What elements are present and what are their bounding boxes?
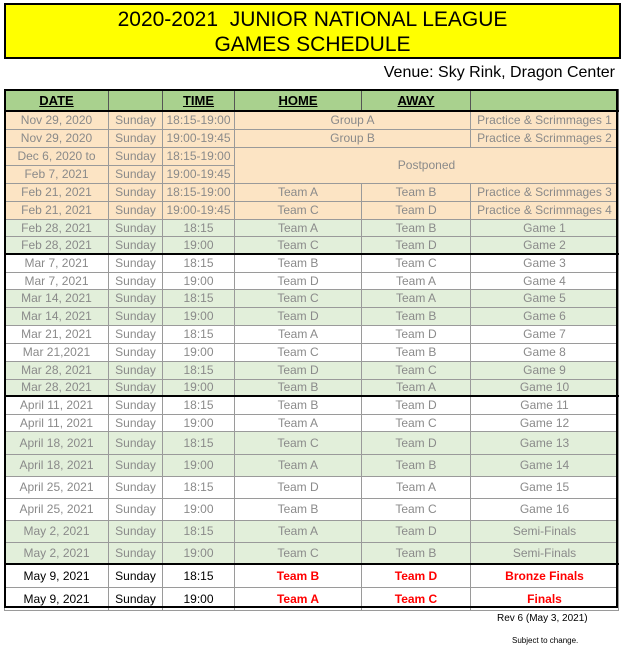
cell-day: Sunday (109, 476, 163, 498)
cell-date: April 25, 2021 (5, 476, 109, 498)
cell-date: Feb 21, 2021 (5, 183, 109, 201)
table-row (5, 254, 619, 272)
cell-home: Team B (235, 396, 362, 414)
title-line-2: GAMES SCHEDULE (214, 33, 411, 56)
cell-home: Team D (235, 307, 362, 325)
cell-game: Game 3 (471, 254, 619, 272)
cell-home: Team C (235, 289, 362, 307)
cell-game: Game 14 (471, 454, 619, 476)
table-row (5, 147, 619, 165)
cell-time: 19:00-19:45 (163, 129, 235, 147)
cell-time: 18:15 (163, 254, 235, 272)
cell-game: Practice & Scrimmages 4 (471, 201, 619, 219)
cell-time: 19:00 (163, 414, 235, 431)
cell-date: April 11, 2021 (5, 396, 109, 414)
cell-time: 19:00 (163, 307, 235, 325)
cell-time: 19:00 (163, 498, 235, 520)
cell-game: Finals (471, 587, 619, 610)
table-row (5, 307, 619, 325)
cell-date: Nov 29, 2020 (5, 129, 109, 147)
cell-away: Team B (362, 183, 471, 201)
header-time: TIME (163, 90, 235, 112)
cell-away: Team B (362, 542, 471, 564)
cell-date: April 18, 2021 (5, 454, 109, 476)
table-row (5, 454, 619, 476)
cell-away: Team D (362, 431, 471, 454)
cell-day: Sunday (109, 361, 163, 379)
cell-home: Team B (235, 498, 362, 520)
cell-away: Team C (362, 254, 471, 272)
cell-date: Mar 28, 2021 (5, 379, 109, 396)
cell-day: Sunday (109, 219, 163, 236)
cell-home: Team D (235, 272, 362, 289)
cell-date: Mar 21, 2021 (5, 325, 109, 343)
cell-day: Sunday (109, 520, 163, 542)
cell-game: Game 9 (471, 361, 619, 379)
cell-home: Team D (235, 476, 362, 498)
cell-home: Team A (235, 587, 362, 610)
table-row (5, 129, 619, 147)
cell-away: Team B (362, 219, 471, 236)
cell-home: Team A (235, 325, 362, 343)
cell-away: Team C (362, 498, 471, 520)
cell-group: Group A (235, 111, 471, 129)
cell-time: 18:15 (163, 564, 235, 587)
table-row (5, 476, 619, 498)
cell-away: Team A (362, 476, 471, 498)
cell-day: Sunday (109, 431, 163, 454)
cell-away: Team B (362, 454, 471, 476)
cell-date: April 11, 2021 (5, 414, 109, 431)
cell-time: 18:15 (163, 476, 235, 498)
cell-day: Sunday (109, 307, 163, 325)
cell-home: Team C (235, 431, 362, 454)
cell-time: 19:00 (163, 379, 235, 396)
cell-day: Sunday (109, 564, 163, 587)
cell-day: Sunday (109, 201, 163, 219)
header-day (109, 90, 163, 112)
cell-day: Sunday (109, 183, 163, 201)
schedule-table (4, 89, 619, 611)
cell-day: Sunday (109, 272, 163, 289)
cell-home: Team C (235, 201, 362, 219)
cell-time: 18:15-19:00 (163, 147, 235, 165)
cell-time: 19:00 (163, 587, 235, 610)
cell-time: 19:00 (163, 542, 235, 564)
cell-home: Team A (235, 183, 362, 201)
cell-group: Group B (235, 129, 471, 147)
cell-day: Sunday (109, 236, 163, 254)
cell-day: Sunday (109, 289, 163, 307)
cell-date: Nov 29, 2020 (5, 111, 109, 129)
cell-home: Team B (235, 564, 362, 587)
cell-day: Sunday (109, 542, 163, 564)
cell-game: Game 11 (471, 396, 619, 414)
cell-time: 18:15-19:00 (163, 183, 235, 201)
cell-time: 18:15 (163, 361, 235, 379)
cell-home: Team D (235, 361, 362, 379)
cell-away: Team D (362, 564, 471, 587)
cell-home: Team C (235, 542, 362, 564)
cell-away: Team D (362, 201, 471, 219)
schedule-title (4, 3, 621, 59)
table-row (5, 431, 619, 454)
cell-home: Team A (235, 520, 362, 542)
cell-game: Practice & Scrimmages 1 (471, 111, 619, 129)
cell-game: Practice & Scrimmages 3 (471, 183, 619, 201)
cell-game: Semi-Finals (471, 520, 619, 542)
cell-home: Team C (235, 343, 362, 361)
cell-time: 18:15-19:00 (163, 111, 235, 129)
cell-day: Sunday (109, 254, 163, 272)
cell-day: Sunday (109, 454, 163, 476)
cell-away: Team A (362, 379, 471, 396)
table-row (5, 587, 619, 610)
cell-day: Sunday (109, 587, 163, 610)
cell-game: Game 2 (471, 236, 619, 254)
cell-away: Team C (362, 361, 471, 379)
cell-day: Sunday (109, 129, 163, 147)
cell-date: Mar 28, 2021 (5, 361, 109, 379)
cell-away: Team B (362, 343, 471, 361)
cell-time: 19:00 (163, 454, 235, 476)
cell-date: Feb 28, 2021 (5, 219, 109, 236)
table-row (5, 414, 619, 431)
cell-day: Sunday (109, 111, 163, 129)
cell-date: Mar 21,2021 (5, 343, 109, 361)
cell-away: Team B (362, 307, 471, 325)
cell-game: Game 12 (471, 414, 619, 431)
cell-home: Team B (235, 254, 362, 272)
table-row (5, 272, 619, 289)
cell-time: 19:00-19:45 (163, 201, 235, 219)
table-row (5, 183, 619, 201)
cell-home: Team A (235, 414, 362, 431)
cell-date: May 2, 2021 (5, 520, 109, 542)
cell-away: Team D (362, 520, 471, 542)
cell-time: 18:15 (163, 289, 235, 307)
cell-game: Game 16 (471, 498, 619, 520)
cell-game: Game 8 (471, 343, 619, 361)
cell-game: Game 7 (471, 325, 619, 343)
cell-day: Sunday (109, 147, 163, 165)
cell-date: Mar 14, 2021 (5, 289, 109, 307)
cell-date: Feb 7, 2021 (5, 165, 109, 183)
header-home: HOME (235, 90, 362, 112)
cell-date: Mar 7, 2021 (5, 272, 109, 289)
cell-home: Team A (235, 219, 362, 236)
cell-date: May 9, 2021 (5, 587, 109, 610)
title-line-1: 2020-2021 JUNIOR NATIONAL LEAGUE (117, 8, 508, 31)
cell-home: Team C (235, 236, 362, 254)
table-row (5, 289, 619, 307)
cell-game: Game 4 (471, 272, 619, 289)
table-row (5, 219, 619, 236)
cell-game: Game 13 (471, 431, 619, 454)
cell-game: Game 15 (471, 476, 619, 498)
cell-day: Sunday (109, 498, 163, 520)
table-row (5, 236, 619, 254)
cell-away: Team C (362, 414, 471, 431)
cell-game: Game 1 (471, 219, 619, 236)
header-game (471, 90, 619, 112)
cell-day: Sunday (109, 379, 163, 396)
cell-time: 18:15 (163, 520, 235, 542)
cell-day: Sunday (109, 343, 163, 361)
cell-time: 19:00 (163, 343, 235, 361)
cell-day: Sunday (109, 325, 163, 343)
revision-label: Rev 6 (May 3, 2021) (497, 613, 588, 624)
cell-time: 18:15 (163, 219, 235, 236)
table-row (5, 498, 619, 520)
table-row (5, 343, 619, 361)
cell-time: 18:15 (163, 325, 235, 343)
venue-label: Venue: Sky Rink, Dragon Center (383, 64, 615, 81)
cell-day: Sunday (109, 414, 163, 431)
cell-date: Feb 28, 2021 (5, 236, 109, 254)
cell-day: Sunday (109, 396, 163, 414)
cell-day: Sunday (109, 165, 163, 183)
cell-home: Team A (235, 454, 362, 476)
table-row (5, 325, 619, 343)
header-date: DATE (5, 90, 109, 112)
cell-date: May 2, 2021 (5, 542, 109, 564)
table-row (5, 201, 619, 219)
cell-away: Team D (362, 325, 471, 343)
table-row (5, 542, 619, 564)
cell-game: Game 10 (471, 379, 619, 396)
cell-away: Team C (362, 587, 471, 610)
cell-game: Bronze Finals (471, 564, 619, 587)
cell-date: April 25, 2021 (5, 498, 109, 520)
cell-away: Team A (362, 272, 471, 289)
table-row (5, 111, 619, 129)
cell-date: Mar 7, 2021 (5, 254, 109, 272)
cell-date: Mar 14, 2021 (5, 307, 109, 325)
cell-time: 19:00 (163, 236, 235, 254)
cell-home: Team B (235, 379, 362, 396)
cell-date: April 18, 2021 (5, 431, 109, 454)
table-row (5, 361, 619, 379)
cell-date: Feb 21, 2021 (5, 201, 109, 219)
cell-time: 19:00 (163, 272, 235, 289)
cell-away: Team A (362, 289, 471, 307)
subject-to-change-note: Subject to change. (512, 636, 579, 645)
cell-game: Game 5 (471, 289, 619, 307)
table-row (5, 396, 619, 414)
cell-time: 18:15 (163, 431, 235, 454)
cell-game: Practice & Scrimmages 2 (471, 129, 619, 147)
cell-postponed: Postponed (235, 147, 619, 183)
cell-date: May 9, 2021 (5, 564, 109, 587)
cell-time: 18:15 (163, 396, 235, 414)
cell-game: Semi-Finals (471, 542, 619, 564)
cell-date: Dec 6, 2020 to (5, 147, 109, 165)
table-row (5, 379, 619, 396)
cell-away: Team D (362, 396, 471, 414)
header-away: AWAY (362, 90, 471, 112)
cell-away: Team D (362, 236, 471, 254)
cell-time: 19:00-19:45 (163, 165, 235, 183)
table-row (5, 520, 619, 542)
table-row (5, 564, 619, 587)
cell-game: Game 6 (471, 307, 619, 325)
